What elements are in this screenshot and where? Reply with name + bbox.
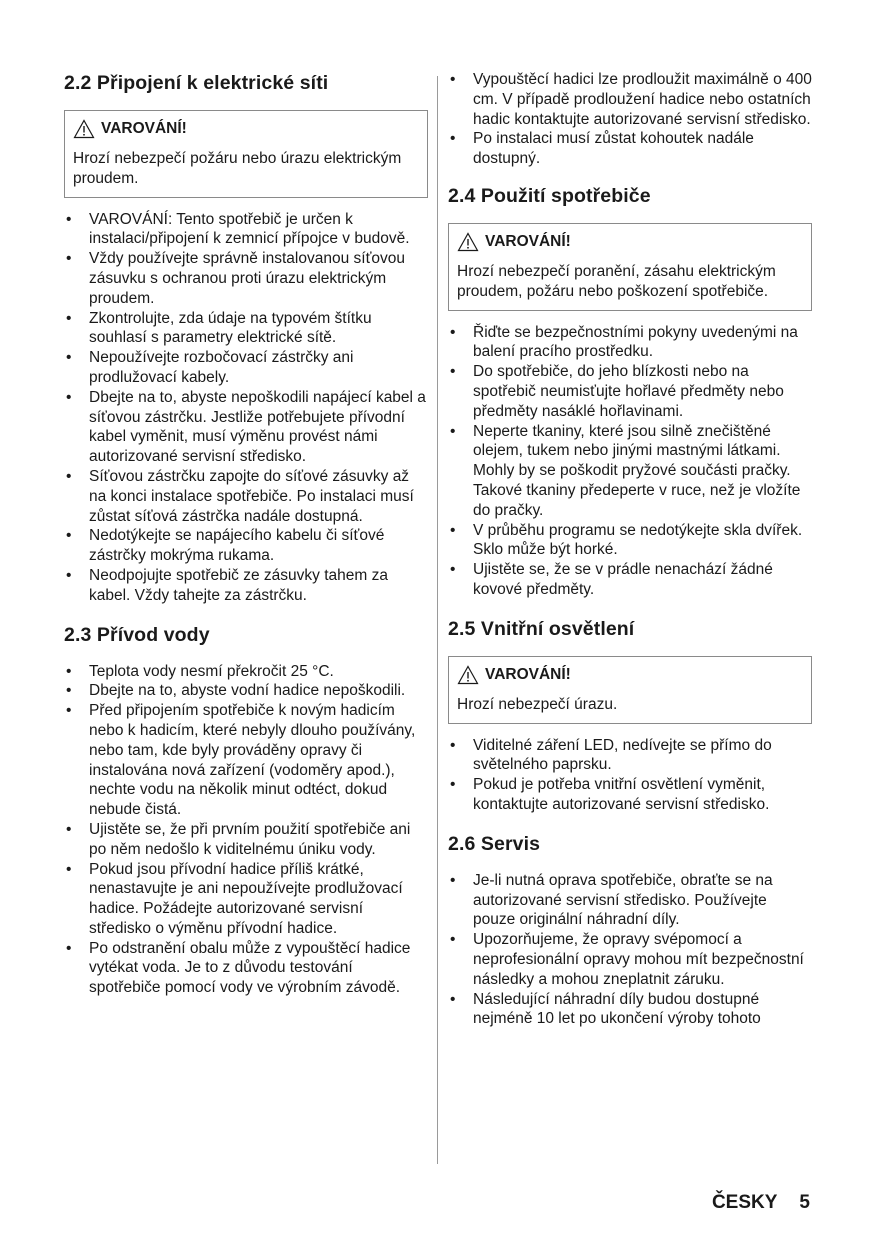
warning-text: Hrozí nebezpečí úrazu. (457, 695, 618, 713)
list-2-2 (64, 210, 428, 606)
list-item: • Nepoužívejte rozbočovací zástrčky ani prodlužovací kabely. (64, 348, 428, 388)
left-column (64, 70, 428, 1014)
warning-triangle-icon (73, 119, 95, 139)
list-item: • Je-li nutná oprava spotřebiče, obraťte se na autorizované servisní středisko. Používejte pouze originální náhradní díly. (448, 871, 812, 930)
warning-triangle-icon (457, 232, 479, 252)
list-item: • Vypouštěcí hadici lze prodloužit maximálně o 400 cm. V případě prodloužení hadice nebo ostatních hadic kontaktujte autorizované servisní středisko. (448, 70, 812, 129)
section-2-3-title: 2.3 Přívod vody (64, 623, 210, 646)
list-item: • Neodpojujte spotřebič ze zásuvky tahem za kabel. Vždy tahejte za zástrčku. (64, 566, 428, 606)
page-number: 5 (799, 1192, 810, 1213)
list-item: • Upozorňujeme, že opravy svépomocí a neprofesionální opravy mohou mít bezpečnostní následky a mohou zneplatnit záruku. (448, 930, 812, 989)
list-item: • Viditelné záření LED, nedívejte se přímo do světelného paprsku. (448, 736, 812, 776)
list-item: • Teplota vody nesmí překročit 25 °C. (64, 662, 428, 682)
list-item: • Řiďte se bezpečnostními pokyny uvedenými na balení pracího prostředku. (448, 323, 812, 363)
warning-label: VAROVÁNÍ! (485, 665, 571, 683)
warning-box-2-2 (64, 110, 428, 198)
warning-text: Hrozí nebezpečí poranění, zásahu elektrickým proudem, požáru nebo poškození spotřebiče. (457, 262, 776, 300)
section-2-5-title: 2.5 Vnitřní osvětlení (448, 617, 635, 640)
column-divider (437, 76, 438, 1164)
list-2-6 (448, 871, 812, 1029)
list-item: • Do spotřebiče, do jeho blízkosti nebo na spotřebič neumisťujte hořlavé předměty nebo předměty nasáklé hořlavinami. (448, 362, 812, 421)
list-item: • Neperte tkaniny, které jsou silně znečištěné olejem, tukem nebo jinými mastnými látkami. Mohly by se poškodit pryžové součásti pračky. Takové tkaniny předeperte v ruce, než je vložíte do pračky. (448, 422, 812, 521)
list-item: • Ujistěte se, že se v prádle nenachází žádné kovové předměty. (448, 560, 812, 600)
list-item: • Síťovou zástrčku zapojte do síťové zásuvky až na konci instalace spotřebiče. Po instalaci musí zůstat síťová zástrčka nadále dostupná. (64, 467, 428, 526)
warning-box-2-5 (448, 656, 812, 724)
list-item: • Po instalaci musí zůstat kohoutek nadále dostupný. (448, 129, 812, 169)
section-2-2-title: 2.2 Připojení k elektrické síti (64, 72, 329, 94)
list-continued (448, 70, 812, 169)
warning-label: VAROVÁNÍ! (485, 232, 571, 250)
warning-text: Hrozí nebezpečí požáru nebo úrazu elektrickým proudem. (73, 150, 402, 187)
section-2-6-title: 2.6 Servis (448, 832, 541, 855)
list-item: • VAROVÁNÍ: Tento spotřebič je určen k instalaci/připojení k zemnicí přípojce v budově. (64, 210, 428, 250)
list-item: • Zkontrolujte, zda údaje na typovém štítku souhlasí s parametry elektrické sítě. (64, 309, 428, 349)
list-item: • V průběhu programu se nedotýkejte skla dvířek. Sklo může být horké. (448, 521, 812, 561)
list-item: • Nedotýkejte se napájecího kabelu či síťové zástrčky mokrýma rukama. (64, 526, 428, 566)
list-2-3 (64, 662, 428, 999)
warning-box-2-4 (448, 223, 812, 311)
list-2-4 (448, 323, 812, 600)
list-item: • Následující náhradní díly budou dostupné nejméně 10 let po ukončení výroby tohoto (448, 990, 812, 1030)
list-item: • Pokud je potřeba vnitřní osvětlení vyměnit, kontaktujte autorizované servisní středisko. (448, 775, 812, 815)
footer-language: ČESKY (711, 1192, 778, 1213)
list-item: • Po odstranění obalu může z vypouštěcí hadice vytékat voda. Je to z důvodu testování spotřebiče pomocí vody ve výrobním závodě. (64, 939, 428, 998)
list-2-5 (448, 736, 812, 815)
section-2-4-title: 2.4 Použití spotřebiče (448, 184, 651, 207)
list-item: • Dbejte na to, abyste vodní hadice nepoškodili. (64, 681, 428, 701)
warning-label: VAROVÁNÍ! (101, 120, 187, 137)
list-item: • Před připojením spotřebiče k novým hadicím nebo k hadicím, které nebyly dlouho používány, nebo tam, kde byly prováděny opravy či instalována nová zařízení (vodoměry apod.), nechte vodu na několik minut odtéct, dokud nebude čistá. (64, 701, 428, 820)
list-item: • Vždy používejte správně instalovanou síťovou zásuvku s ochranou proti úrazu elektrickým proudem. (64, 249, 428, 308)
list-item: • Pokud jsou přívodní hadice příliš krátké, nenastavujte je ani nepoužívejte prodlužovací hadice. Požádejte autorizované servisní středisko o výměnu přívodní hadice. (64, 860, 428, 939)
right-column (448, 70, 812, 1045)
page-footer (712, 1192, 810, 1214)
list-item: • Dbejte na to, abyste nepoškodili napájecí kabel a síťovou zástrčku. Jestliže potřebujete přívodní kabel vyměnit, musí výměnu provést námi autorizované servisní středisko. (64, 388, 428, 467)
list-item: • Ujistěte se, že při prvním použití spotřebiče ani po něm nedošlo k viditelnému úniku vody. (64, 820, 428, 860)
warning-triangle-icon (457, 665, 479, 685)
